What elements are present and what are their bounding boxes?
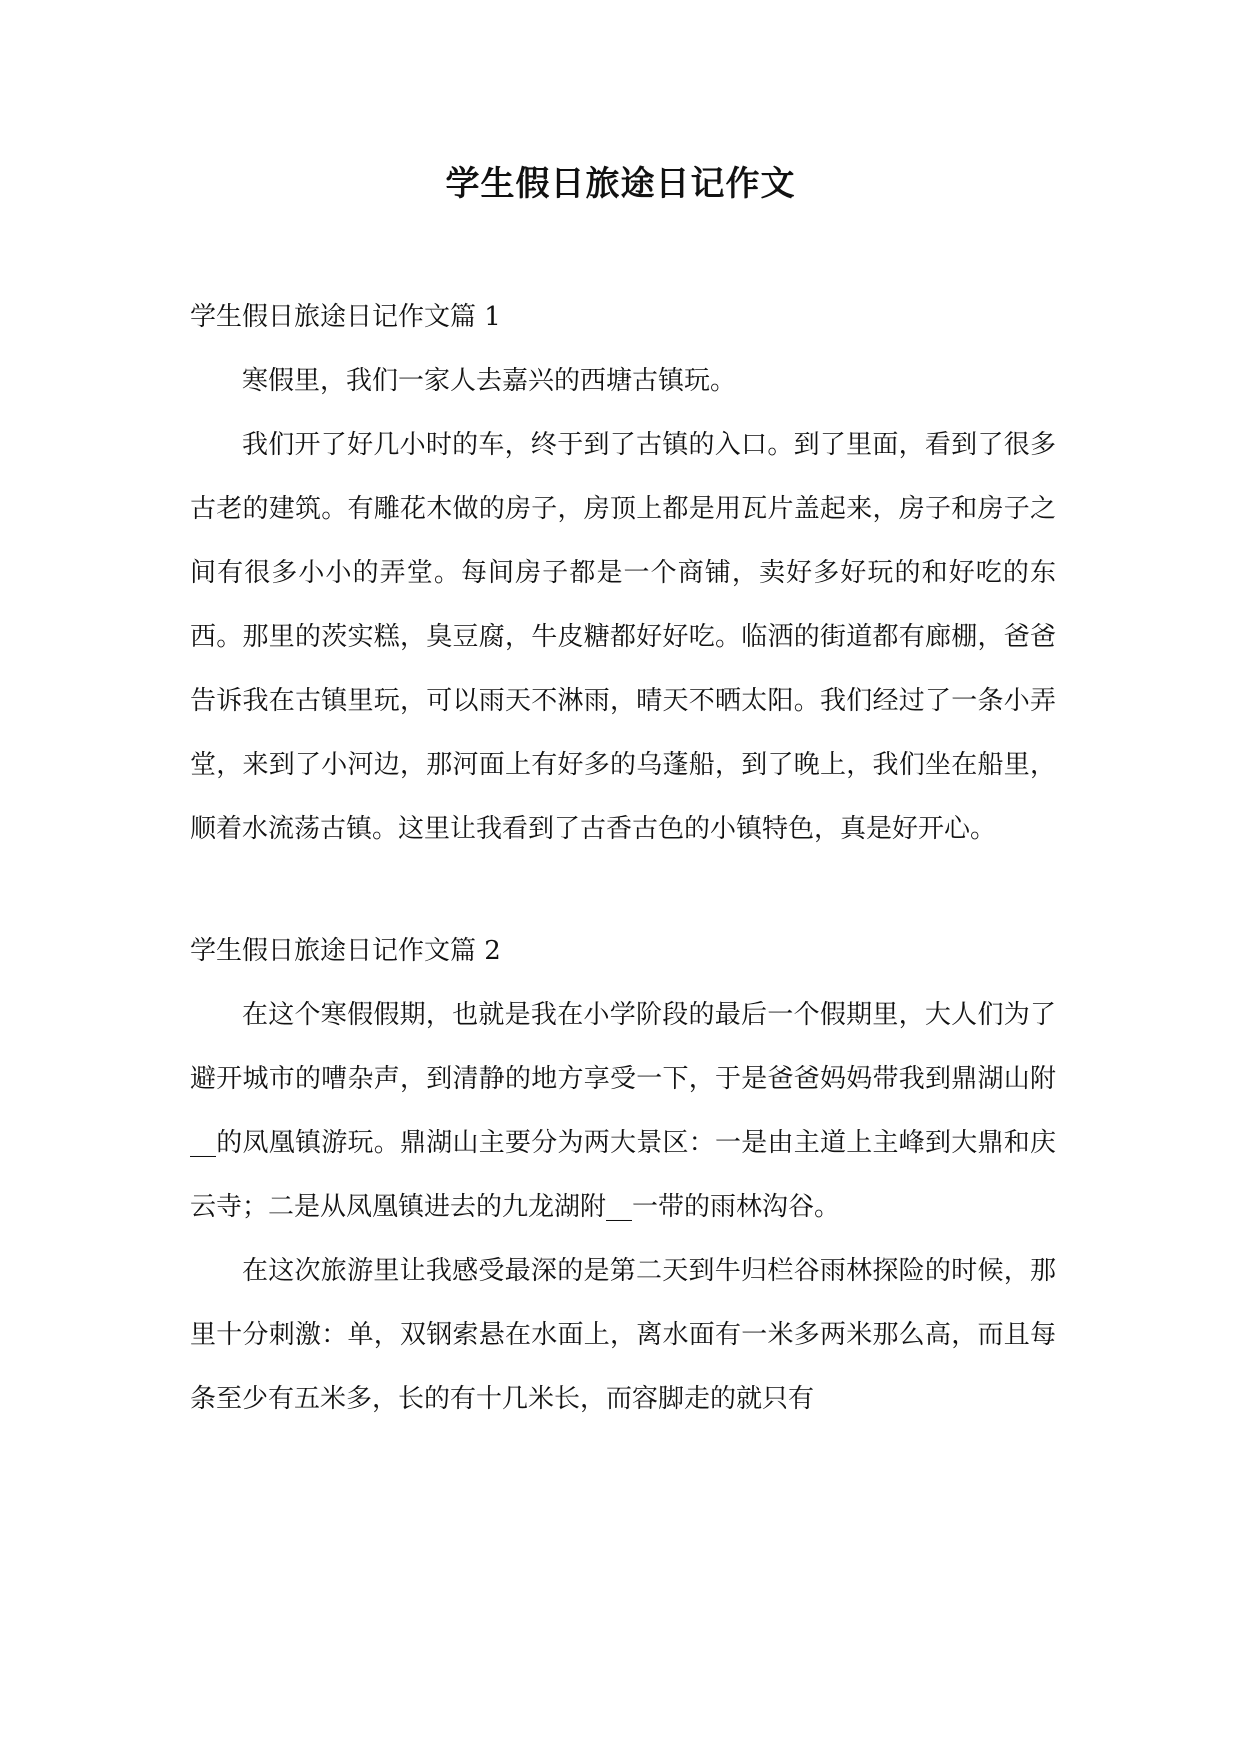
essay-section-1 bbox=[190, 285, 1056, 861]
paragraph: 寒假里，我们一家人去嘉兴的西塘古镇玩。 bbox=[242, 366, 737, 396]
section-heading: 学生假日旅途日记作文篇 2 bbox=[190, 936, 501, 966]
paragraph: 我们开了好几小时的车，终于到了古镇的入口。到了里面，看到了很多古老的建筑。有雕花木做的房子，房顶上都是用瓦片盖起来，房子和房子之间有很多小小的弄堂。每间房子都是一个商铺，卖好多好玩的和好吃的东西。那里的茨实糕，臭豆腐，牛皮糖都好好吃。临洒的街道都有廊棚，爸爸告诉我在古镇里玩，可以雨天不淋雨，晴天不晒太阳。我们经过了一条小弄堂，来到了小河边，那河面上有好多的乌蓬船，到了晚上，我们坐在船里，顺着水流荡古镇。这里让我看到了古香古色的小镇特色，真是好开心。 bbox=[190, 430, 1056, 844]
paragraph: 在这个寒假假期，也就是我在小学阶段的最后一个假期里，大人们为了避开城市的嘈杂声，到清静的地方享受一下，于是爸爸妈妈带我到鼎湖山附__的凤凰镇游玩。鼎湖山主要分为两大景区：一是由主道上主峰到大鼎和庆云寺；二是从凤凰镇进去的九龙湖附__一带的雨林沟谷。 bbox=[190, 1000, 1056, 1222]
essay-section-2 bbox=[190, 919, 1056, 1431]
document-body bbox=[190, 285, 1056, 1431]
section-heading: 学生假日旅途日记作文篇 1 bbox=[190, 302, 501, 332]
paragraph: 在这次旅游里让我感受最深的是第二天到牛归栏谷雨林探险的时候，那里十分刺激：单，双钢索悬在水面上，离水面有一米多两米那么高，而且每条至少有五米多，长的有十几米长，而容脚走的就只有 bbox=[190, 1256, 1056, 1414]
document-title: 学生假日旅途日记作文 bbox=[445, 164, 796, 204]
